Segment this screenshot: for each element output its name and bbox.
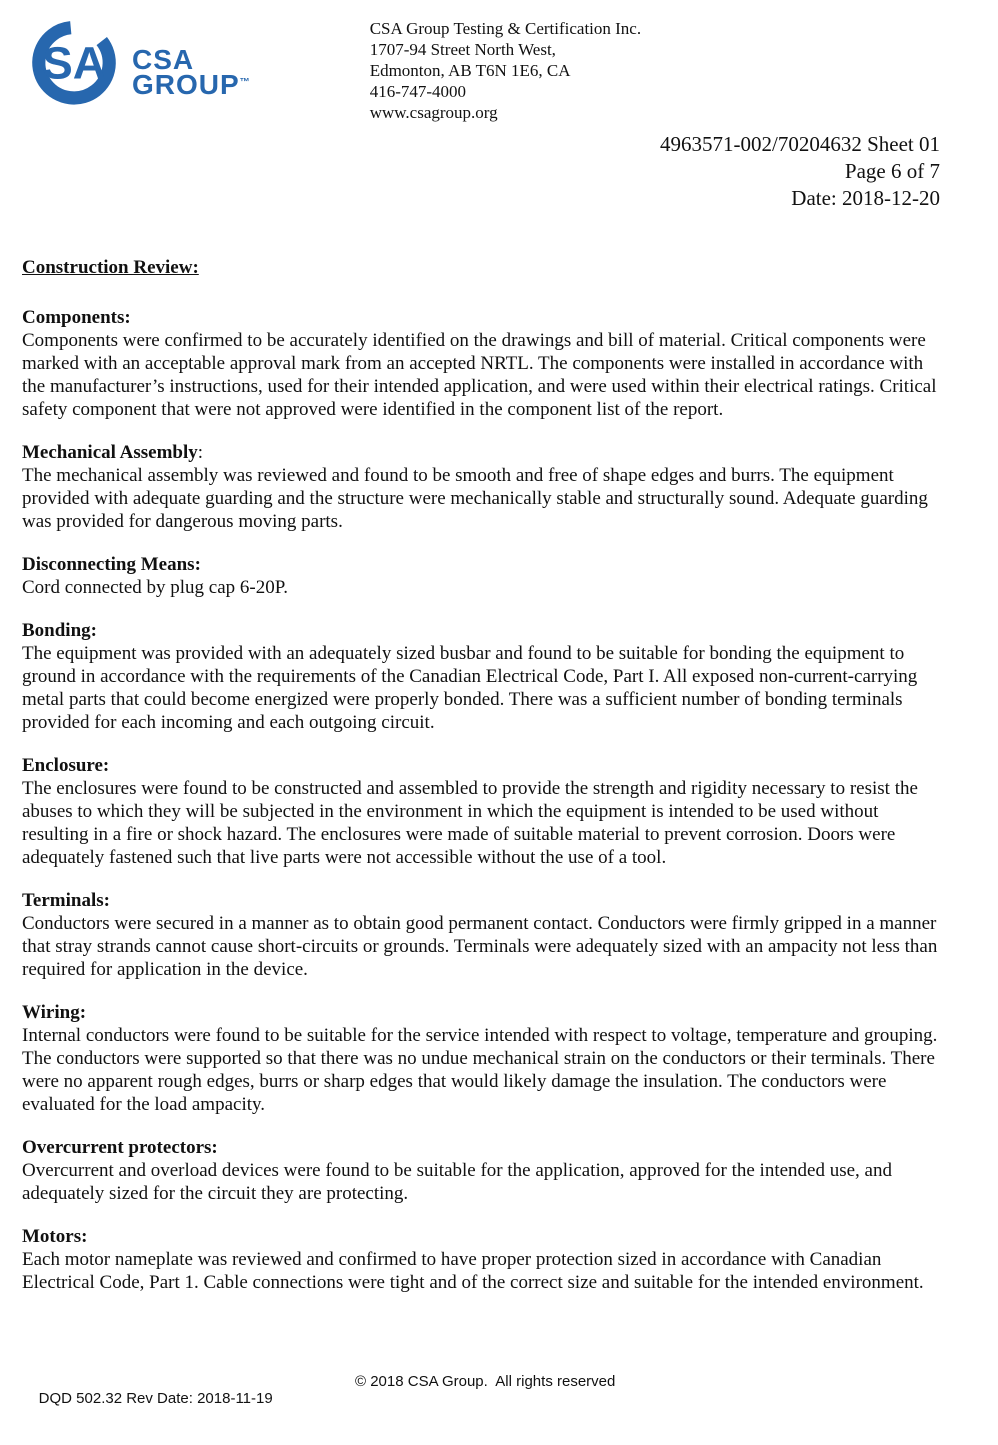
section-body: Cord connected by plug cap 6-20P. [22,577,288,598]
section-heading: Disconnecting Means: [22,554,201,575]
footer-copyright: © 2018 CSA Group. All rights reserved [355,1373,616,1390]
section-heading: Overcurrent protectors: [22,1137,218,1158]
svg-text:SA: SA [42,37,106,89]
section-heading: Motors: [22,1226,88,1247]
letterhead [0,0,998,123]
csa-logo [30,12,250,110]
logo-text-csa: CSA [132,44,195,75]
company-street: 1707-94 Street North West, [369,40,556,59]
doc-date: Date: 2018-12-20 [791,186,940,210]
page-footer [22,1373,942,1441]
company-phone: 416-747-4000 [369,82,467,101]
csa-logo-wordmark [132,44,250,100]
section-heading: Bonding: [22,620,97,641]
doc-header [0,131,998,212]
footer-doc-id: DQD 502.32 Rev Date: 2018-11-19 [38,1390,273,1407]
section-body: Components were confirmed to be accurately identified on the drawings and bill of material. Critical components were marked with an acceptable approval mark from an accepted NRTL. The components were installed in accordance with the manufacturer’s instructions, used for their intended application, and were used within their electrical ratings. Critical safety component that were not approved were identified in the component list of the report. [22,330,937,420]
section-bonding [22,619,942,734]
doc-reference: 4963571-002/70204632 Sheet 01 [660,132,940,156]
section-body: The mechanical assembly was reviewed and found to be smooth and free of shape edges and burrs. The equipment provided with adequate guarding and the structure were mechanically stable and structurally sound. Adequate guarding was provided for dangerous moving parts. [22,465,928,532]
section-heading: Enclosure: [22,755,110,776]
doc-page-number: Page 6 of 7 [844,159,940,183]
section-motors [22,1225,942,1294]
section-heading: Mechanical Assembly: [22,442,204,463]
page-title: Construction Review: [22,257,199,278]
company-city: Edmonton, AB T6N 1E6, CA [369,61,571,80]
section-mechanical-assembly [22,441,942,533]
section-heading: Terminals: [22,890,110,911]
section-body: The enclosures were found to be constructed and assembled to provide the strength and rigidity necessary to resist the abuses to which they will be subjected in the environment in which the equipment is intended to be used without resulting in a fire or shock hazard. The enclosures were made of suitable material to prevent corrosion. Doors were adequately fastened such that live parts were not accessible without the use of a tool. [22,778,918,868]
company-website: www.csagroup.org [369,103,498,122]
csa-logo-mark-icon [30,12,118,110]
section-heading: Wiring: [22,1002,87,1023]
trademark-symbol: ™ [239,77,250,88]
section-wiring [22,1001,942,1116]
company-name: CSA Group Testing & Certification Inc. [369,19,642,38]
section-heading: Components: [22,307,131,328]
company-address-block [370,18,641,123]
section-body: The equipment was provided with an adequately sized busbar and found to be suitable for bonding the equipment to ground in accordance with the requirements of the Canadian Electrical Code, Part I. All exposed non-current-carrying metal parts that could become energized were properly bonded. There was a sufficient number of bonding terminals provided for each incoming and each outgoing circuit. [22,643,918,733]
section-body: Overcurrent and overload devices were found to be suitable for the application, approved for the intended use, and adequately sized for the circuit they are protecting. [22,1160,892,1204]
section-body: Conductors were secured in a manner as to obtain good permanent contact. Conductors were firmly gripped in a manner that stray strands cannot cause short-circuits or grounds. Terminals were adequately sized with an ampacity not less than required for application in the device. [22,913,938,980]
section-enclosure [22,754,942,869]
section-body: Internal conductors were found to be suitable for the service intended with respect to voltage, temperature and grouping. The conductors were supported so that there was no undue mechanical strain on the conductors or their terminals. There were no apparent rough edges, burrs or sharp edges that would likely damage the insulation. The conductors were evaluated for the load ampacity. [22,1025,938,1115]
document-body [0,256,998,1294]
section-components [22,306,942,421]
logo-text-group: GROUP™ [132,69,250,100]
section-body: Each motor nameplate was reviewed and confirmed to have proper protection sized in accordance with Canadian Electrical Code, Part 1. Cable connections were tight and of the correct size and suitable for the intended environment. [22,1249,924,1293]
section-overcurrent-protectors [22,1136,942,1205]
section-disconnecting-means [22,553,942,599]
section-terminals [22,889,942,981]
